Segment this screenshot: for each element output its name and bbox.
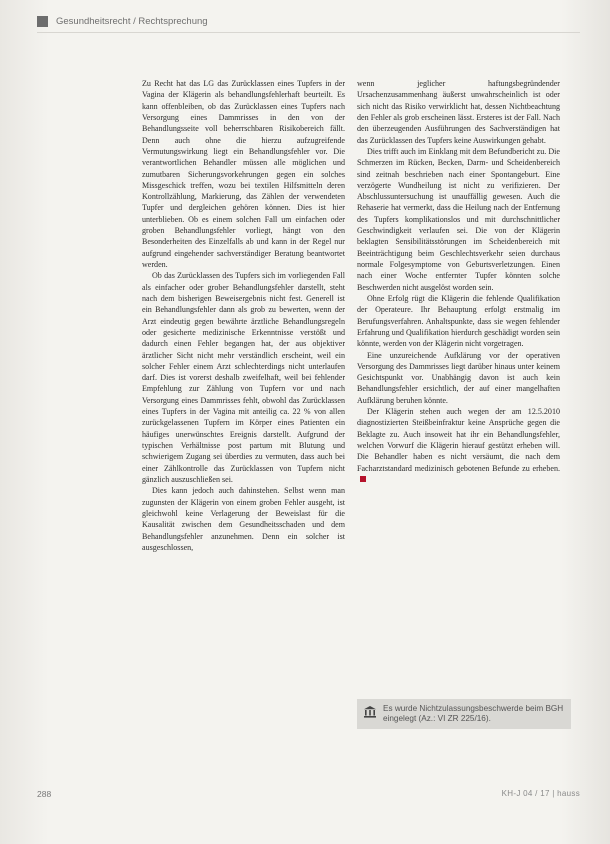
end-of-article-icon — [360, 476, 366, 482]
paragraph: Zu Recht hat das LG das Zurücklassen eines Tupfers in der Vagina der Klägerin als behandlungsfehlerhaft beurteilt. Es kann offenbleiben, ob das Zurücklassen eines Tupfers nach Versorgung eines Dammrisses in den von der Behandlungsseite voll beherrschbaren Risikobereich fällt. Denn auch ohne die hierzu aufzugreifende Vermutungswirkung liegt ein Behandlungsfehler vor. Die verantwortlichen Behandler müssen alle möglichen und zumutbaren Sicherungsvorkehrungen gegen ein solches Missgeschick treffen, wozu bei textilen Hilfsmitteln deren Kontrollzählung, Markierung, das Zählen der verwendeten Tupfer und dergleichen gehören können. Dies ist hier unterblieben. Ob es einem solchen Fall um einfachen oder groben Behandlungsfehler vorliegt, hängt von den Besonderheiten des Einzelfalls ab und kann in der Regel nur aufgrund eingehender sachverständiger Beratung beantwortet werden. — [142, 79, 345, 269]
paragraph: Ohne Erfolg rügt die Klägerin die fehlende Qualifikation der Operateure. Ihr Behauptung erfolgt erstmalig im Berufungsverfahren. Anhaltspunkte, dass sie wegen fehlender Erfahrung und Qualifikation hierdurch geschädigt worden sein könnte, werden von der Klägerin nicht vorgetragen. — [357, 293, 560, 349]
note-box — [357, 699, 571, 729]
paragraph-text: Der Klägerin stehen auch wegen der am 12.5.2010 diagnostizierten Steißbeinfraktur keine Ansprüche gegen die Beklagte zu. Auch insoweit hat ihr ein Behandlungsfehler, welchen Vorwurf die Klägerin hierauf gestützt erheben will. Die Behandler haben es nicht versäumt, die nach dem Facharztstandard medizinisch gebotenen Befunde zu erheben. — [357, 407, 560, 473]
right-column — [357, 78, 560, 485]
court-icon — [363, 705, 377, 719]
section-title: Gesundheitsrecht / Rechtsprechung — [56, 15, 208, 27]
header-divider — [37, 32, 580, 33]
paragraph: Ob das Zurücklassen des Tupfers sich im vorliegenden Fall als einfacher oder grober Behandlungsfehler darstellt, steht nach dem bisherigen Beweisergebnis nicht fest. Generell ist ein Behandlungsfehler dann als grob zu bewerten, wenn der Arzt eindeutig gegen bewährte ärztliche Behandlungsregeln oder gesicherte medizinische Erkenntnisse verstößt und dadurch einen Fehler begangen hat, der aus objektiver ärztlicher Sicht nicht mehr verständlich erscheint, weil ein solcher Fehler einem Arzt schlechterdings nicht unterlaufen darf. Dies ist vorerst deshalb zweifelhaft, weil bei fehlender Empfehlung zur Zählung von Tupfern vor und nach Versorgung eines Dammrisses fehlt, obwohl das Zurücklassen eines Tupfers in der Vagina mit anteilig ca. 22 % von allen zurückgelassenen Tupfern im Körper eines Patienten ein häufiges unerwünschtes Ereignis darstellt. Aufgrund der typischen Verhältnisse post partum mit Blutung und schwierigem Zugang sei überdies zu vermuten, dass auch bei einer Zählkontrolle das Zurücklassen von Tupfern nicht gänzlich auszuschließen sei. — [142, 271, 345, 484]
left-column — [142, 78, 345, 553]
running-header — [37, 12, 208, 30]
paragraph-last — [357, 406, 560, 485]
page-number: 288 — [37, 789, 52, 799]
note-text: Es wurde Nichtzulassungsbeschwerde beim BGH eingelegt (Az.: VI ZR 225/16). — [383, 704, 564, 723]
journal-footer: KH-J 04 / 17 | hauss — [501, 789, 580, 798]
paragraph: Eine unzureichende Aufklärung vor der operativen Versorgung des Dammrisses liegt darüber hinaus unter keinem Gesichtspunkt vor. Unabhängig davon ist auch kein Behandlungsfehler ersichtlich, der auf einer mangelhaften Aufklärung beruhen könnte. — [357, 350, 560, 405]
paragraph: Dies kann jedoch auch dahinstehen. Selbst wenn man zugunsten der Klägerin von einem groben Fehler ausgeht, ist gleichwohl keine Verlagerung der Beweislast für die Kausalität zwischen dem Gesundheitsschaden und dem Behandlungsfehler anzunehmen. Denn ein solcher ist ausgeschlossen, — [142, 486, 345, 552]
section-marker-icon — [37, 16, 48, 27]
paragraph: Dies trifft auch im Einklang mit dem Befundbericht zu. Die Schmerzen im Rücken, Becken, Darm- und Scheidenbereich sind zeitnah beschrieben nach einer Spontangeburt. Eine verzögerte Wundheilung ist nicht zu verifizieren. Der Abschlussuntersuchung ist unauffällig gewesen. Auch die Rehaserie hat vermerkt, dass die Heilung nach der Entfernung des Tupfers komplikationslos und mit durchschnittlicher Geschwindigkeit verlaufen sei. Die von der Klägerin beklagten Sensibilitätsstörungen im Scheidenbereich mit Beeinträchtigung beim Geschlechtsverkehr seien durchaus normale Folgesymptome von Geburtsverletzungen. Einen nach einer Woche entfernter Tupfer könnten solche Beschwerden nicht ausgelöst worden sein. — [357, 146, 560, 292]
paragraph: wenn jeglicher haftungsbegründender Ursachenzusammenhang äußerst unwahrscheinlich ist oder sich nicht das Risiko verwirklicht hat, dessen Nichtbeachtung den Fehler als grob erscheinen lässt. Ersteres ist der Fall. Nach den überzeugenden Ausführungen des Sachverständigen hat das Zurücklassen des Tupfers keine Auswirkungen gehabt. — [357, 79, 560, 145]
